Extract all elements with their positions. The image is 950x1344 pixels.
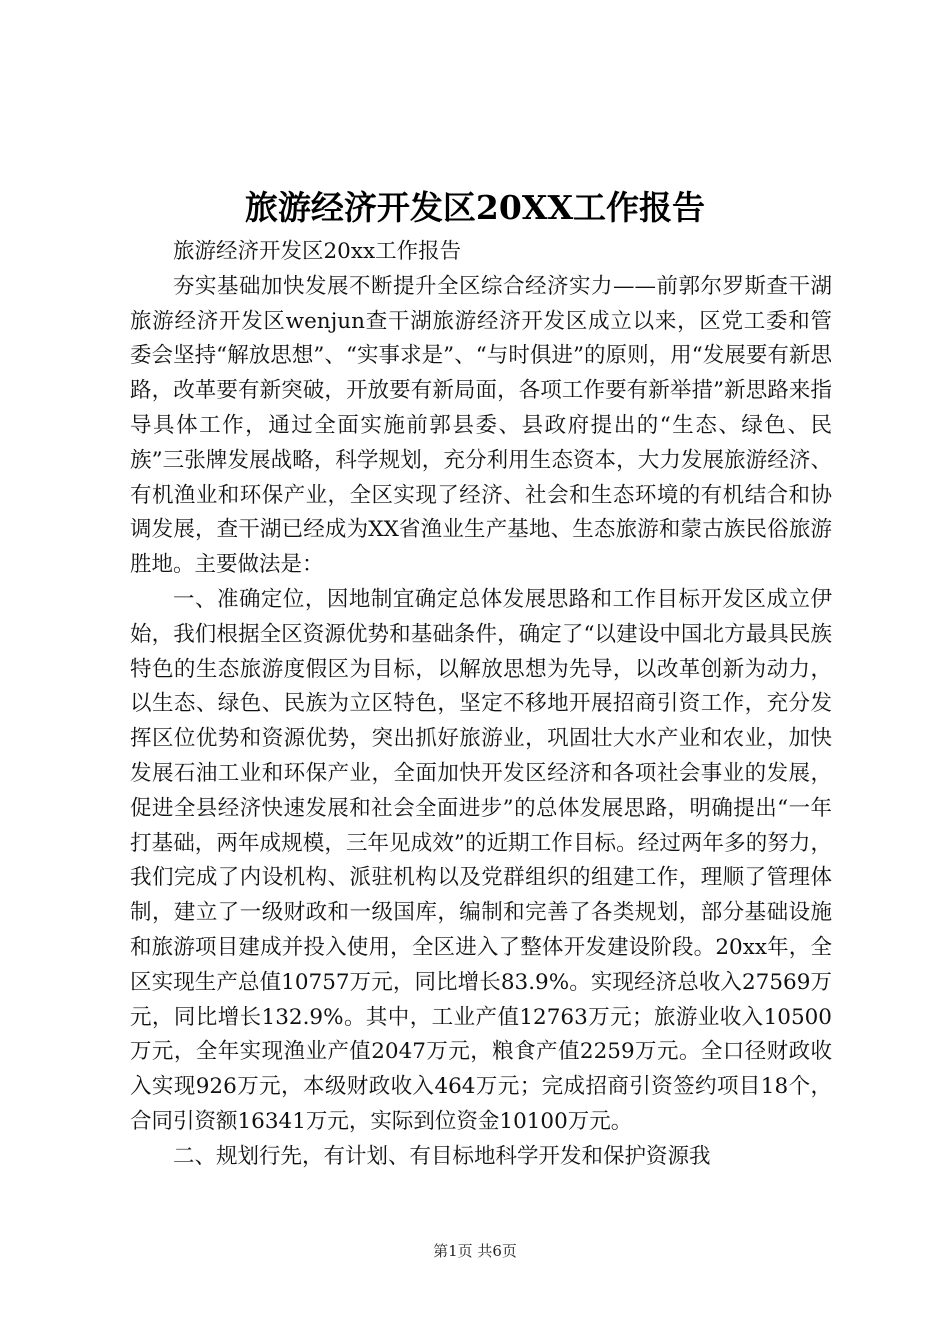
paragraph-section-1: 一、准确定位，因地制宜确定总体发展思路和工作目标开发区成立伊始，我们根据全区资源优势和基础条件，确定了“以建设中国北方最具民族特色的生态旅游度假区为目标，以解放思想为先导，以改革创新为动力，以生态、绿色、民族为立区特色，坚定不移地开展招商引资工作，充分发挥区位优势和资源优势，突出抓好旅游业，巩固壮大水产业和农业，加快发展石油工业和环保产业，全面加快开发区经济和各项社会事业的发展，促进全县经济快速发展和社会全面进步”的总体发展思路，明确提出“一年打基础，两年成规模，三年见成效”的近期工作目标。经过两年多的努力，我们完成了内设机构、派驻机构以及党群组织的组建工作，理顺了管理体制，建立了一级财政和一级国库，编制和完善了各类规划，部分基础设施和旅游项目建成并投入使用，全区进入了整体开发建设阶段。20xx年，全区实现生产总值10757万元，同比增长83.9%。实现经济总收入27569万元，同比增长132.9%。其中，工业产值12763万元；旅游业收入10500万元，全年实现渔业产值2047万元，粮食产值2259万元。全口径财政收入实现926万元，本级财政收入464万元；完成招商引资签约项目18个，合同引资额16341万元，实际到位资金10100万元。 (130, 586, 832, 1134)
paragraph-intro: 夯实基础加快发展不断提升全区综合经济实力——前郭尔罗斯查干湖旅游经济开发区wenjun查干湖旅游经济开发区成立以来，区党工委和管委会坚持“解放思想”、“实事求是”、“与时俱进”的原则，用“发展要有新思路，改革要有新突破，开放要有新局面，各项工作要有新举措”新思路来指导具体工作，通过全面实施前郭县委、县政府提出的“生态、绿色、民族”三张牌发展战略，科学规划，充分利用生态资本，大力发展旅游经济、有机渔业和环保产业，全区实现了经济、社会和生态环境的有机结合和协调发展，查干湖已经成为XX省渔业生产基地、生态旅游和蒙古族民俗旅游胜地。主要做法是： (130, 273, 832, 578)
page-number: 第1页 共6页 (433, 1242, 517, 1260)
document-body (130, 235, 832, 1175)
paragraph-section-2: 二、规划行先，有计划、有目标地科学开发和保护资源我 (173, 1143, 711, 1169)
paragraph-subtitle: 旅游经济开发区20xx工作报告 (173, 239, 462, 264)
document-title: 旅游经济开发区20XX工作报告 (244, 188, 706, 227)
